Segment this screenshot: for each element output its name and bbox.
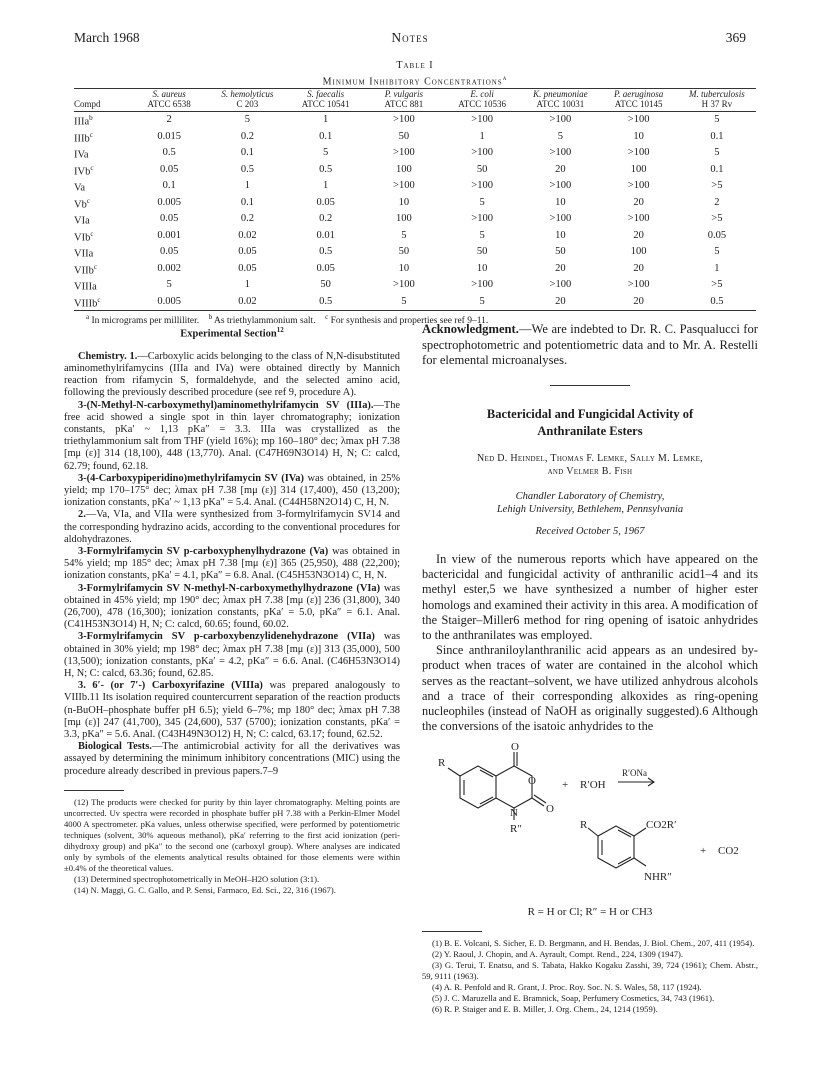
mic-value-cell: >100: [549, 114, 572, 126]
compound-cell: [74, 211, 130, 228]
strain-code: ATCC 10145: [614, 99, 663, 109]
section-title-ref: 12: [276, 326, 284, 334]
mic-value-cell: 100: [630, 163, 647, 175]
footnote: (3) G. Terui, T. Enatsu, and S. Tabata, Hakko Kogaku Zasshi, 39, 724 (1961); Chem. Abstr., 59, 9111 (1963).: [422, 959, 758, 981]
mic-value-cell: 100: [396, 163, 412, 175]
mic-value-cell: 0.1: [710, 163, 724, 175]
mic-value-cell: 0.001: [157, 229, 181, 241]
footnote: (6) R. P. Staiger and E. B. Miller, J. Org. Chem., 24, 1214 (1959).: [432, 1003, 658, 1014]
mic-value-cell: 0.5: [319, 295, 333, 307]
right-footnotes: [422, 938, 758, 1015]
mic-table: [74, 88, 756, 311]
mic-value-cell: 5: [401, 229, 407, 241]
scheme-product-r: R: [580, 819, 588, 832]
compound-mark: c: [97, 295, 101, 304]
running-head: [74, 30, 746, 48]
compound-name: VIb: [74, 232, 91, 243]
mic-table-head: [74, 89, 756, 112]
mic-value-cell: 0.2: [240, 213, 254, 225]
mic-value-cell: >100: [471, 180, 493, 192]
paragraph-text: —The antimicrobial activity for all the derivatives was assayed by determining the minimum inhibitory concentrations (MIC) using the procedure already described in previous papers.7–9: [64, 741, 400, 777]
organism-name: P. aeruginosa: [613, 89, 664, 99]
compound-name: IVb: [74, 166, 91, 177]
mic-value-cell: 0.05: [316, 196, 335, 208]
mic-value-cell: 0.2: [240, 130, 254, 142]
strain-code: ATCC 10031: [536, 99, 585, 109]
table-footnotes: $^a$ In micrograms per milliliter. $^b$ As triethylammonium salt. $^c$ For synthesis and properties see ref 9–11.: [86, 313, 489, 327]
mic-value-cell: 5: [479, 295, 485, 307]
organism-name: K. pneumoniae: [533, 89, 588, 99]
table-row: [74, 277, 756, 294]
mic-value-cell: 1: [244, 279, 250, 291]
mic-value-cell: 5: [323, 147, 329, 159]
mic-value-cell: >100: [627, 279, 650, 291]
organism-name: P. vulgaris: [384, 89, 424, 99]
compound-cell: [74, 277, 130, 294]
table-caption-mark: a: [502, 74, 508, 82]
experimental-paragraph: [64, 583, 400, 632]
mic-value-cell: 5: [166, 279, 172, 291]
authors-line-2: and Velmer B. Fish: [547, 465, 633, 477]
table-row: [74, 129, 756, 146]
table-row: [74, 244, 756, 261]
organism-name: E. coli: [470, 89, 494, 99]
mic-value-cell: >100: [549, 147, 572, 159]
experimental-paragraph: [64, 631, 400, 680]
article-title-line-1: Bactericidal and Fungicidal Activity of: [486, 406, 694, 421]
mic-value-cell: 1: [714, 262, 720, 274]
organism-name: S. hemolyticus: [221, 89, 274, 99]
right-column: [422, 320, 758, 1015]
compound-cell: [74, 228, 130, 245]
scheme-product-amine: NHR″: [644, 871, 672, 884]
scheme-conditions: R = H or Cl; R″ = H or CH3: [527, 906, 653, 919]
article-title: [422, 406, 758, 440]
mic-value-cell: 0.1: [240, 147, 254, 159]
table-row: [74, 178, 756, 195]
mic-value-cell: >5: [711, 279, 723, 291]
mic-value-cell: 0.01: [316, 229, 335, 241]
experimental-paragraph: [64, 351, 400, 400]
affiliation: [422, 490, 758, 516]
experimental-paragraphs: [64, 351, 400, 778]
organism-column-header: [443, 89, 521, 112]
scheme-plus-1: +: [562, 779, 569, 792]
scheme-label-r: R: [438, 757, 446, 770]
paragraph-lead: 3-(4-Carboxypiperidino)methylrifamycin SV (IVa): [78, 472, 304, 484]
mic-value-cell: >5: [711, 180, 723, 192]
table-row: [74, 145, 756, 162]
mic-value-cell: 10: [398, 262, 410, 274]
compound-name: IVa: [74, 149, 89, 161]
organism-name: S. aureus: [152, 89, 186, 99]
mic-value-cell: >100: [627, 213, 650, 225]
table-row: [74, 228, 756, 245]
mic-value-cell: 5: [714, 246, 720, 258]
article-body: [422, 552, 758, 734]
mic-value-cell: 1: [323, 180, 329, 192]
compound-cell: [74, 294, 130, 311]
mic-value-cell: 5: [479, 196, 485, 208]
paragraph-lead: 3. 6′- (or 7′-) Carboxyrifazine (VIIIa): [78, 680, 263, 692]
compound-cell: [74, 261, 130, 278]
mic-value-cell: 20: [633, 262, 644, 274]
mic-value-cell: 50: [398, 130, 410, 142]
paragraph-lead: 2.: [78, 509, 86, 521]
compound-mark: b: [89, 114, 93, 122]
footnote: (5) J. C. Maruzella and E. Bramnick, Soap, Perfumery Cosmetics, 34, 743 (1961).: [432, 992, 715, 1003]
organism-column-header: [521, 89, 599, 112]
paragraph-text: —The free acid showed a single spot in thin layer chromatography; ionization constants, pKa′ ~ 1,13 pKa″ = 3.3. IIIa was crystallized as the triethylammonium salt from THF (yield 16%); mp 160–180° dec; λmax pH 7.38 [mμ (ε)] 314 (18,100), 448 (13,770). Anal. (C47H69N3O14) H, N; C: calcd, 62.79; found, 62.18.: [64, 399, 400, 472]
mic-value-cell: >5: [711, 213, 723, 225]
received-date: Received October 5, 1967: [535, 525, 645, 537]
mic-value-cell: 20: [633, 229, 644, 241]
mic-value-cell: 0.5: [319, 246, 333, 258]
mic-value-cell: 20: [555, 163, 566, 175]
compound-cell: [74, 244, 130, 261]
organism-column-header: [678, 89, 756, 112]
paragraph-lead: 3-Formylrifamycin SV p-carboxyphenylhydrazone (Va): [78, 545, 329, 557]
mic-value-cell: 0.002: [157, 262, 181, 274]
oxazine-ring: [496, 766, 532, 808]
strain-code: ATCC 881: [384, 99, 424, 109]
footnote: (14) N. Maggi, G. C. Gallo, and P. Sensi, Farmaco, Ed. Sci., 22, 316 (1967).: [74, 884, 336, 895]
mic-value-cell: 0.02: [238, 295, 257, 307]
experimental-paragraph: [64, 680, 400, 741]
mic-value-cell: 20: [633, 295, 644, 307]
affiliation-line-1: Chandler Laboratory of Chemistry,: [515, 490, 665, 502]
acknowledgment-lead: Acknowledgment.: [422, 322, 519, 336]
mic-value-cell: 20: [555, 295, 566, 307]
mic-value-cell: 0.005: [157, 295, 181, 307]
paragraph-lead: Chemistry. 1.: [78, 350, 138, 362]
mic-value-cell: >100: [393, 279, 415, 291]
mic-value-cell: >100: [549, 279, 572, 291]
footnote: (4) A. R. Penfold and R. Grant, J. Proc. Roy. Soc. N. S. Wales, 58, 117 (1924).: [432, 981, 702, 992]
mic-value-cell: 0.05: [159, 163, 179, 175]
mic-value-cell: >100: [627, 147, 650, 159]
left-footnotes: [64, 797, 400, 896]
compound-mark: c: [93, 262, 97, 271]
table-label: Table I: [396, 60, 434, 71]
compound-name: VIIIa: [74, 281, 97, 293]
mic-value-cell: 5: [401, 295, 407, 307]
mic-value-cell: 0.2: [319, 213, 333, 225]
compound-mark: c: [86, 196, 90, 205]
page-number: 369: [725, 30, 746, 45]
table-caption-text: Minimum Inhibitory Concentrations: [322, 76, 503, 88]
mic-value-cell: 0.05: [238, 262, 257, 274]
mic-value-cell: 50: [320, 279, 331, 291]
table-caption: [74, 74, 756, 88]
strain-code: ATCC 6538: [147, 99, 191, 109]
mic-value-cell: >100: [471, 114, 493, 126]
mic-value-cell: 50: [476, 246, 488, 258]
mic-value-cell: 50: [476, 163, 488, 175]
table-footnote-a: In micrograms per milliliter.: [91, 316, 200, 327]
compound-column-header: Compd: [74, 99, 101, 109]
compound-name: IIIb: [74, 133, 90, 144]
article-paragraph-2: Since anthraniloylanthranilic acid appears as an undesired by-product when traces of water are contained in the alcohol which serves as the reactant–solvent, we have utilized anhydrous alcohols and a trace of their corresponding alkoxides as ring-opening nucleophiles (instead of NaOH as originally suggested).6 Although the conversions of the isatoic anhydrides to the: [422, 643, 758, 734]
mic-value-cell: 20: [555, 262, 566, 274]
compound-name: VIIIb: [74, 298, 98, 309]
mic-value-cell: >100: [471, 213, 493, 225]
mic-value-cell: 0.015: [157, 130, 181, 142]
article-title-line-2: Anthranilate Esters: [537, 423, 643, 438]
experimental-paragraph: [64, 546, 400, 583]
scheme-product-ester: CO2R′: [646, 819, 677, 832]
compound-mark: c: [90, 163, 94, 172]
strain-code: ATCC 10541: [301, 99, 350, 109]
organism-name: M. tuberculosis: [689, 89, 745, 99]
left-column: [64, 320, 400, 896]
paragraph-text: was prepared analogously to VIIIb.11 Its isolation required countercurrent separation of the reaction products (n-BuOH–phosphate buffer pH 6.5); yield 6–7%; mp 180° dec; λmax pH 7.38 [mμ (ε)] 247 (41,700), 345 (24,600), 537 (5700); ionization constants, pKa′ = 3.3, pKa″ = 5.6. Anal. (C43H49N3O12) H, N; C: calcd, 63.17; found, 62.52.: [64, 680, 400, 740]
paragraph-text: was obtained in 45% yield; mp 190° dec; λmax pH 7.38 [mμ (ε)] 236 (31,800), 340 (26,700), 478 (16,300); ionization constants, pKa′ = 5.0, pKa″ = 6.1. Anal. (C41H53N3O14) H, N; C: calcd, 60.65; found, 60.02.: [64, 582, 400, 631]
mic-value-cell: 0.1: [319, 130, 333, 142]
mic-value-cell: 50: [555, 246, 566, 258]
mic-value-cell: 5: [714, 114, 720, 126]
paragraph-text: was obtained in 54% yield; mp 185° dec; λmax pH 7.38 [mμ (ε)] 365 (25,950), 488 (22,200); ionization constants, pKa′ = 4.1, pKa″ = 6.8. Anal. (C45H53N3O14) C, H, N.: [64, 545, 400, 582]
paragraph-lead: 3-Formylrifamycin SV N-methyl-N-carboxymethylhydrazone (VIa): [78, 582, 381, 594]
mic-value-cell: >100: [393, 114, 415, 126]
running-head-date: March 1968: [74, 30, 140, 45]
footnote: (2) Y. Raoul, J. Chopin, and A. Ayrault, Compt. Rend., 224, 1309 (1947).: [432, 948, 684, 959]
mic-value-cell: 50: [398, 246, 410, 258]
scheme-co2: CO2: [718, 845, 739, 858]
reaction-scheme-drawing: [422, 740, 758, 902]
mic-value-cell: 0.05: [707, 229, 727, 241]
experimental-paragraph: [64, 509, 400, 546]
paragraph-lead: 3-(N-Methyl-N-carboxymethyl)aminomethylrifamycin SV (IIIa).: [78, 399, 374, 411]
article-divider: [550, 385, 630, 386]
organism-column-header: [600, 89, 678, 112]
compound-name: VIIa: [74, 248, 94, 260]
section-title: [64, 324, 400, 341]
mic-value-cell: 5: [557, 130, 563, 142]
paragraph-lead: 3-Formylrifamycin SV p-carboxybenzylidenehydrazone (VIIa): [78, 631, 375, 643]
scheme-catalyst: R′ONa: [622, 768, 647, 779]
organism-column-header: [208, 89, 286, 112]
compound-cell: [74, 162, 130, 179]
compound-cell: [74, 145, 130, 162]
mic-value-cell: 1: [244, 180, 250, 192]
right-footnote-divider: [422, 931, 482, 932]
reaction-scheme: [422, 740, 758, 902]
strain-code: C 203: [236, 99, 259, 109]
mic-table-header-row: [74, 89, 756, 112]
paragraph-lead: Biological Tests.: [78, 741, 152, 753]
mic-value-cell: 2: [166, 114, 172, 126]
experimental-paragraph: [64, 400, 400, 473]
mic-value-cell: 0.05: [316, 262, 335, 274]
mic-value-cell: 5: [244, 114, 250, 126]
compound-name: Vb: [74, 199, 87, 210]
scheme-label-o-top: O: [511, 741, 519, 754]
scheme-reagent: R′OH: [580, 779, 606, 792]
scheme-label-o-carbonyl: O: [546, 803, 554, 816]
mic-value-cell: 0.5: [319, 163, 333, 175]
compound-mark: c: [90, 229, 94, 238]
running-head-section: Notes: [391, 30, 429, 45]
acknowledgment: [422, 322, 758, 369]
compound-name: IIIa: [74, 116, 90, 128]
compound-name: VIIb: [74, 265, 94, 276]
experimental-paragraph: [64, 741, 400, 778]
paragraph-text: was obtained, in 25% yield; mp 170–175° dec; λmax pH 7.38 [mμ (ε)] 314 (17,400), 450 (13,200); ionization constants, pKa′ ~ 1,13 pKa″ = 5.4. Anal. (C44H58N2O14) C, H, N.: [64, 472, 400, 509]
mic-value-cell: 1: [323, 114, 329, 126]
mic-value-cell: 0.1: [162, 180, 176, 192]
mic-value-cell: 1: [479, 130, 485, 142]
compound-name: Va: [74, 182, 86, 194]
mic-value-cell: >100: [549, 180, 572, 192]
authors: [422, 452, 758, 478]
table-row: [74, 211, 756, 228]
organism-column-header: [365, 89, 443, 112]
organism-column-header: [130, 89, 208, 112]
affiliation-line-2: Lehigh University, Bethlehem, Pennsylvania: [496, 503, 684, 515]
mic-value-cell: >100: [627, 180, 650, 192]
mic-table-body: [74, 112, 756, 311]
mic-value-cell: 20: [633, 196, 644, 208]
experimental-paragraph: [64, 473, 400, 510]
scheme-label-rpp: R″: [510, 823, 522, 836]
paragraph-text: —Va, VIa, and VIIa were synthesized from 3-formylrifamycin SV14 and the corresponding hydrazino acids, according to the conventional procedures for aldohydrazones.: [64, 509, 400, 545]
footnote: (13) Determined spectrophotometrically in MeOH–H2O solution (3:1).: [74, 873, 320, 884]
mic-value-cell: 0.005: [157, 196, 181, 208]
mic-value-cell: 0.05: [159, 246, 179, 258]
mic-value-cell: 100: [396, 213, 412, 225]
footnote-divider: [64, 790, 124, 791]
mic-value-cell: 5: [479, 229, 485, 241]
mic-value-cell: 10: [476, 262, 488, 274]
mic-value-cell: 0.1: [710, 130, 724, 142]
mic-value-cell: 5: [714, 147, 720, 159]
scheme-plus-2: +: [700, 845, 707, 858]
mic-value-cell: >100: [393, 180, 415, 192]
table-row: [74, 162, 756, 179]
paragraph-text: was obtained in 30% yield; mp 198° dec; λmax pH 7.38 [mμ (ε)] 313 (35,000), 500 (13,500); ionization constants, pKa′ = 4.2, pKa″ = 6.6. Anal. (C46H53N3O14) H, N; C: calcd, 63.36; found, 62.85.: [64, 631, 400, 679]
authors-line-1: Ned D. Heindel, Thomas F. Lemke, Sally M. Lemke,: [477, 452, 703, 464]
organism-name: S. faecalis: [307, 89, 345, 99]
mic-value-cell: 10: [398, 196, 410, 208]
strain-code: ATCC 10536: [458, 99, 506, 109]
table-row: [74, 261, 756, 278]
table-footnote-c: For synthesis and properties see ref 9–11.: [330, 316, 489, 327]
article-paragraph-1: In view of the numerous reports which have appeared on the bactericidal and fungicidal activity of anthranilic acid1–4 and its methyl ester,5 we have synthesized a number of higher ester homologs and examined their activity in this area. A modification of the Staiger–Miller6 method for ring opening of isatoic anhydrides to the anthranilates was employed.: [422, 551, 758, 642]
benzene-ring-product: [598, 826, 634, 868]
mic-value-cell: >100: [393, 147, 415, 159]
table-row: [74, 294, 756, 311]
mic-value-cell: 0.05: [238, 246, 257, 258]
paragraph-text: —Carboxylic acids belonging to the class of N,N-disubstituted aminomethylrifamycins (IIIa and IVa) were obtained directly by Mannich reaction from rifamycin S, formaldehyde, and the selected amino acid, following the previously described procedure (see ref 9, procedure A).: [64, 350, 400, 399]
compound-cell: [74, 129, 130, 146]
compound-cell: [74, 112, 130, 129]
mic-value-cell: 0.5: [710, 295, 724, 307]
mic-value-cell: 10: [555, 196, 566, 208]
organism-column-header: [287, 89, 365, 112]
mic-value-cell: 10: [633, 130, 644, 142]
mic-value-cell: 2: [714, 196, 720, 208]
compound-cell: [74, 195, 130, 212]
mic-value-cell: >100: [471, 147, 493, 159]
compound-mark: c: [89, 130, 93, 139]
strain-code: H 37 Rv: [701, 99, 733, 109]
table-row: [74, 195, 756, 212]
mic-value-cell: 10: [555, 229, 566, 241]
acknowledgment-text: —We are indebted to Dr. R. C. Pasqualucci for spectrophotometric and potentiometric data and to Mr. A. Restelli for elemental microanalyses.: [422, 322, 758, 368]
mic-value-cell: 100: [630, 246, 647, 258]
scheme-label-n: N: [510, 807, 518, 820]
table-footnote-b: As triethylammonium salt.: [213, 316, 316, 327]
mic-value-cell: 0.5: [162, 147, 176, 159]
mic-value-cell: 0.5: [240, 163, 254, 175]
section-title-text: Experimental Section: [180, 328, 277, 340]
mic-value-cell: >100: [627, 114, 650, 126]
table-row: [74, 112, 756, 129]
benzene-ring-left: [460, 766, 496, 808]
footnote: (12) The products were checked for purity by thin layer chromatography. Melting points are uncorrected. Uv spectra were recorded in phosphate buffer pH 7.38 with a Perkin-Elmer Model 4000 A spectrometer. pKa values, unless otherwise specified, were performed by potentiometric techniques (solvent, 30% aqueous methanol), pKa′ referring to the first acid ionization (peri-dihydroxy group) and pKa″ to the second one (carboxyl group). Where analyses are indicated only by symbols of the elements analytical results obtained for those elements were within ±0.4% of the theoretical values.: [64, 796, 400, 873]
compound-cell: [74, 178, 130, 195]
mic-value-cell: 0.02: [238, 229, 257, 241]
compound-name: VIa: [74, 215, 90, 227]
mic-value-cell: >100: [471, 279, 493, 291]
mic-value-cell: 0.1: [240, 196, 254, 208]
footnote: (1) B. E. Volcani, S. Sicher, E. D. Bergmann, and H. Bendas, J. Biol. Chem., 207, 411 (1954).: [432, 937, 755, 948]
mic-table-block: [74, 60, 756, 326]
mic-value-cell: 0.05: [159, 213, 179, 225]
mic-value-cell: >100: [549, 213, 572, 225]
scheme-label-o-ring: O: [528, 775, 536, 788]
